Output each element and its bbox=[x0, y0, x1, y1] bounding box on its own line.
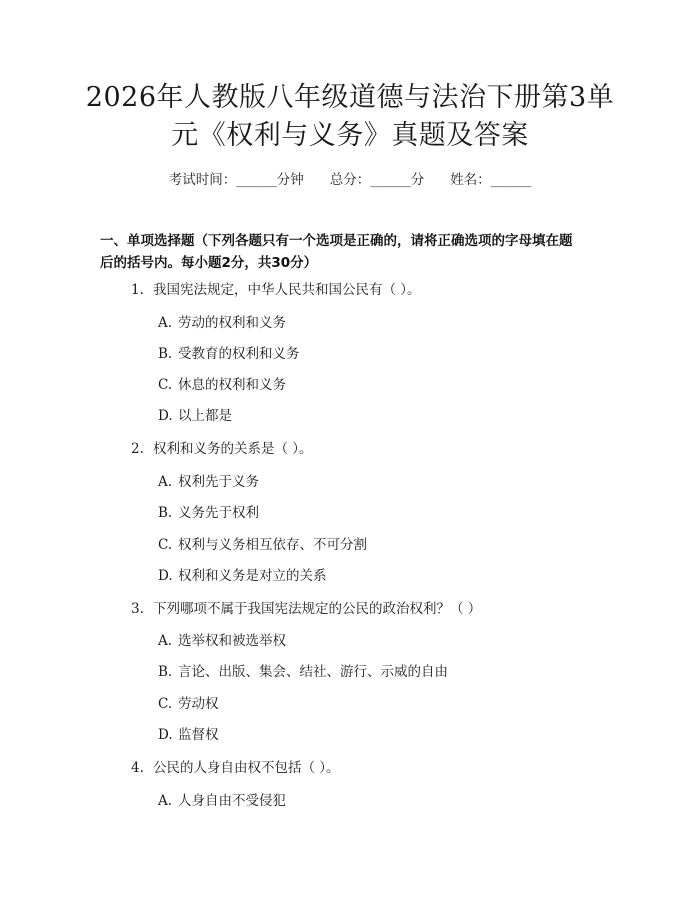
question-3-option-d bbox=[158, 725, 219, 745]
document-title-line-2: 元《权利与义务》真题及答案 bbox=[171, 120, 529, 151]
option-label: C. bbox=[158, 696, 173, 712]
document-title-line-1: 2026年人教版八年级道德与法治下册第3单 bbox=[85, 82, 615, 113]
section-heading-line-1: 一、单项选择题（下列各题只有一个选项是正确的，请将正确选项的字母填在题 bbox=[100, 233, 573, 249]
name-field: 姓名：______ bbox=[450, 172, 532, 188]
option-text: 权利先于义务 bbox=[178, 474, 259, 490]
option-label: A. bbox=[158, 315, 173, 331]
option-text: 言论、出版、集会、结社、游行、示威的自由 bbox=[178, 664, 448, 680]
option-label: D. bbox=[158, 727, 173, 743]
question-1-option-d bbox=[158, 406, 232, 426]
option-text: 义务先于权利 bbox=[178, 505, 259, 521]
option-label: D. bbox=[158, 568, 173, 584]
option-text: 休息的权利和义务 bbox=[178, 377, 286, 393]
question-2-option-d bbox=[158, 566, 327, 586]
question-2-option-b bbox=[158, 503, 259, 523]
option-label: B. bbox=[158, 346, 173, 362]
question-4 bbox=[131, 758, 340, 778]
option-label: B. bbox=[158, 664, 173, 680]
question-1-option-c bbox=[158, 375, 286, 395]
question-text: 我国宪法规定，中华人民共和国公民有（ ）。 bbox=[153, 282, 421, 298]
option-text: 以上都是 bbox=[178, 408, 232, 424]
option-text: 受教育的权利和义务 bbox=[178, 346, 300, 362]
option-text: 人身自由不受侵犯 bbox=[178, 793, 286, 809]
question-text: 权利和义务的关系是（ ）。 bbox=[153, 441, 313, 457]
question-number: 2. bbox=[131, 441, 144, 457]
question-3-option-c bbox=[158, 694, 219, 714]
question-4-option-a bbox=[158, 791, 286, 811]
section-heading-line-2: 后的括号内。每小题2分，共30分） bbox=[100, 255, 318, 271]
option-label: A. bbox=[158, 633, 173, 649]
question-2-option-a bbox=[158, 472, 259, 492]
option-text: 劳动权 bbox=[178, 696, 219, 712]
option-label: C. bbox=[158, 537, 173, 553]
question-number: 3. bbox=[131, 601, 144, 617]
question-3 bbox=[131, 599, 481, 619]
exam-meta bbox=[0, 168, 700, 188]
question-3-option-a bbox=[158, 631, 286, 651]
question-2-option-c bbox=[158, 535, 367, 555]
question-number: 4. bbox=[131, 760, 144, 776]
option-text: 权利与义务相互依存、不可分割 bbox=[178, 537, 367, 553]
total-score-field: 总分：______分 bbox=[329, 172, 425, 188]
question-text: 公民的人身自由权不包括（ ）。 bbox=[153, 760, 340, 776]
option-label: D. bbox=[158, 408, 173, 424]
option-text: 选举权和被选举权 bbox=[178, 633, 286, 649]
option-text: 劳动的权利和义务 bbox=[178, 315, 286, 331]
option-label: A. bbox=[158, 474, 173, 490]
question-1-option-b bbox=[158, 344, 300, 364]
option-label: A. bbox=[158, 793, 173, 809]
question-text: 下列哪项不属于我国宪法规定的公民的政治权利？（ ） bbox=[153, 601, 482, 617]
option-label: B. bbox=[158, 505, 173, 521]
question-2 bbox=[131, 439, 313, 459]
option-text: 权利和义务是对立的关系 bbox=[178, 568, 327, 584]
question-1 bbox=[131, 280, 421, 300]
exam-time-field: 考试时间：______分钟 bbox=[168, 172, 304, 188]
option-label: C. bbox=[158, 377, 173, 393]
option-text: 监督权 bbox=[178, 727, 219, 743]
question-3-option-b bbox=[158, 662, 448, 682]
question-1-option-a bbox=[158, 313, 286, 333]
question-number: 1. bbox=[131, 282, 144, 298]
